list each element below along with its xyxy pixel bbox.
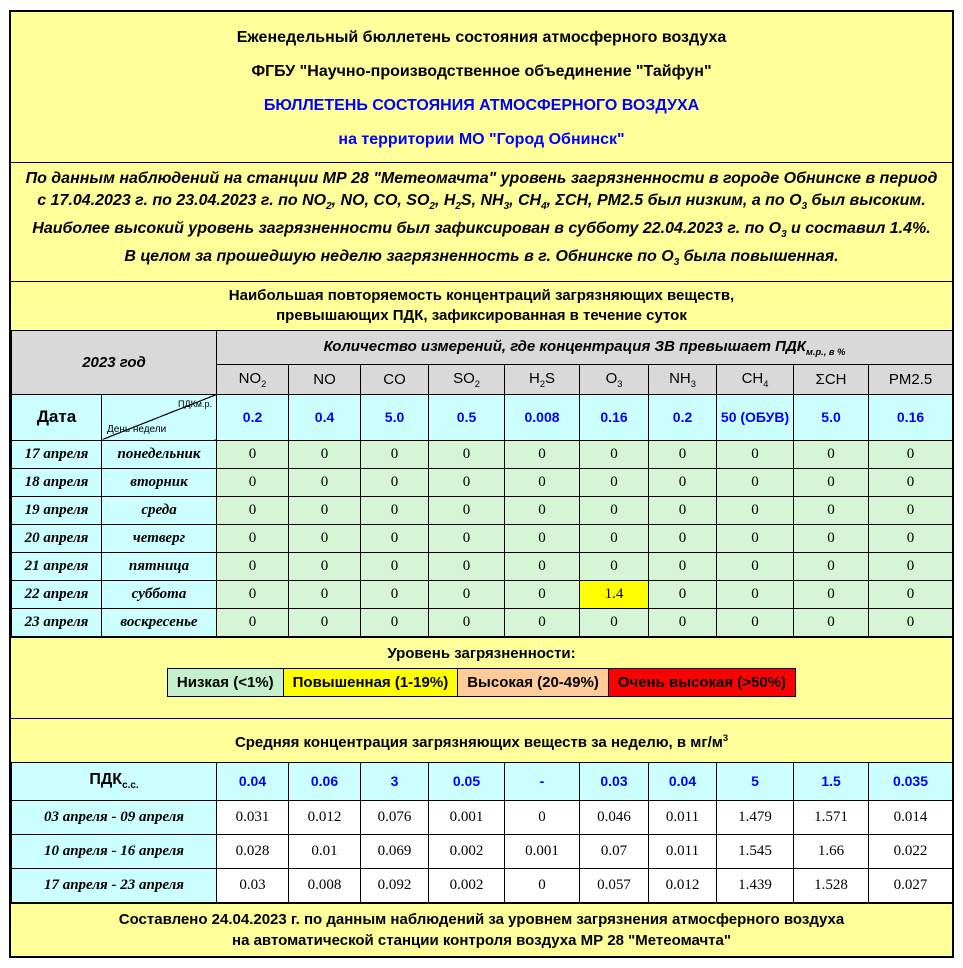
exceedance-value-cell: 0 [217, 552, 289, 580]
average-value-cell: 0.046 [580, 800, 649, 834]
average-value-cell: 0.028 [217, 834, 289, 868]
exceedance-value-cell: 0 [717, 496, 794, 524]
pollutant-header-cell: $H_2S$ [505, 364, 580, 394]
exceedance-value-cell: 0 [649, 580, 717, 608]
exceedance-value-cell: 0 [429, 580, 505, 608]
exceedance-value-cell: 0 [869, 580, 953, 608]
pollutant-header-cell: $CH_4$ [717, 364, 794, 394]
exceedance-value-cell: 0 [580, 524, 649, 552]
exceedance-value-cell: 0 [361, 608, 429, 636]
pdk-ss-label: $ПДК_{с.с.}$ [12, 762, 217, 800]
diagonal-split-cell [102, 394, 217, 440]
exceedance-value-cell: 0 [361, 524, 429, 552]
exceedance-value-cell-highlighted: 1.4 [580, 580, 649, 608]
average-value-cell: 0 [505, 868, 580, 902]
exceedance-value-cell: 0 [794, 580, 869, 608]
pollutant-header-cell: PM2.5 [869, 364, 953, 394]
average-value-cell: 1.528 [794, 868, 869, 902]
pdk-mr-value-cell: 0.008 [505, 394, 580, 440]
pdk-ss-value-cell: 0.04 [217, 762, 289, 800]
weekday-cell: пятница [102, 552, 217, 580]
pdk-mr-value-cell: 50 (ОБУВ) [717, 394, 794, 440]
exceedance-value-cell: 0 [289, 468, 361, 496]
legend-item: Высокая (20-49%) [457, 668, 609, 697]
average-section [11, 718, 952, 903]
date-cell: 23 апреля [12, 608, 102, 636]
pdk-mr-value-cell: 0.5 [429, 394, 505, 440]
pdk-mr-row [12, 394, 953, 440]
weekly-row [12, 868, 953, 902]
average-value-cell: 0.008 [289, 868, 361, 902]
legend-item: Очень высокая (>50%) [608, 668, 796, 697]
pollutant-header-cell: $NH_3$ [649, 364, 717, 394]
exceedance-value-cell: 0 [794, 552, 869, 580]
pdk-ss-value-cell: 0.035 [869, 762, 953, 800]
average-value-cell: 0.012 [289, 800, 361, 834]
average-value-cell: 0.012 [649, 868, 717, 902]
exceedance-value-cell: 0 [717, 580, 794, 608]
average-value-cell: 0.076 [361, 800, 429, 834]
exceedance-value-cell: 0 [289, 440, 361, 468]
exceedance-value-cell: 0 [361, 580, 429, 608]
pdk-mr-value-cell: 0.2 [217, 394, 289, 440]
pdk-mr-value-cell: 5.0 [794, 394, 869, 440]
average-value-cell: 1.571 [794, 800, 869, 834]
exceedance-value-cell: 0 [580, 496, 649, 524]
pdk-mr-value-cell: 0.16 [580, 394, 649, 440]
date-cell: 21 апреля [12, 552, 102, 580]
average-value-cell: 0.069 [361, 834, 429, 868]
daily-rows-body [12, 440, 953, 636]
exceedance-value-cell: 0 [429, 608, 505, 636]
date-cell: 17 апреля [12, 440, 102, 468]
exceedance-value-cell: 0 [505, 524, 580, 552]
exceedance-value-cell: 0 [717, 552, 794, 580]
exceedance-value-cell: 0 [505, 496, 580, 524]
exceedance-value-cell: 0 [505, 468, 580, 496]
daily-row [12, 552, 953, 580]
exceedance-value-cell: 0 [505, 552, 580, 580]
average-value-cell: 0.022 [869, 834, 953, 868]
average-value-cell: 0 [505, 800, 580, 834]
legend-row [11, 668, 952, 697]
pdk-ss-value-cell: 3 [361, 762, 429, 800]
exceedance-value-cell: 0 [361, 468, 429, 496]
average-value-cell: 0.07 [580, 834, 649, 868]
weekday-cell: суббота [102, 580, 217, 608]
week-range-cell: 03 апреля - 09 апреля [12, 800, 217, 834]
exceedance-value-cell: 0 [794, 440, 869, 468]
pdk-mr-value-cell: 0.4 [289, 394, 361, 440]
exceedance-value-cell: 0 [794, 524, 869, 552]
footer-line1: Составлено 24.04.2023 г. по данным наблюдений за уровнем загрязнения атмосферного воздуха [118, 910, 845, 928]
average-value-cell: 0.002 [429, 834, 505, 868]
average-section-title: Средняя концентрация загрязняющих веществ за неделю, в $мг/м^3$ [234, 732, 729, 751]
exceedance-value-cell: 0 [869, 468, 953, 496]
exceedance-value-cell: 0 [217, 608, 289, 636]
date-column-header: Дата [12, 394, 102, 440]
exceedance-value-cell: 0 [289, 524, 361, 552]
exceedance-value-cell: 0 [580, 440, 649, 468]
territory-subtitle: на территории МО "Город Обнинск" [338, 131, 625, 148]
pollutant-header-cell: $O_3$ [580, 364, 649, 394]
pdk-ss-row [12, 762, 953, 800]
exceedance-value-cell: 0 [717, 608, 794, 636]
pollutant-header-cell: NO [289, 364, 361, 394]
exceedance-value-cell: 0 [794, 496, 869, 524]
exceedance-value-cell: 0 [429, 440, 505, 468]
bulletin-subtitle: Еженедельный бюллетень состояния атмосферного воздуха [236, 29, 727, 46]
date-cell: 18 апреля [12, 468, 102, 496]
pdk-ss-value-cell: 5 [717, 762, 794, 800]
pollutant-header-cell: CO [361, 364, 429, 394]
weekday-cell: вторник [102, 468, 217, 496]
date-cell: 22 апреля [12, 580, 102, 608]
pdk-ss-value-cell: 0.05 [429, 762, 505, 800]
exceedance-section-title [11, 282, 952, 330]
exceedance-value-cell: 0 [649, 608, 717, 636]
exceedance-value-cell: 0 [794, 608, 869, 636]
summary-line: с 17.04.2023 г. по 23.04.2023 г. по $NO_2$, NO, CO, $SO_2$, $H_2S$, $NH_3$, $CH_4$, ΣCH, PM2.5 был низким, а по $O_3$ был высоким. [37, 192, 926, 213]
footer-block [11, 903, 952, 956]
exceedance-value-cell: 0 [361, 496, 429, 524]
exceedance-value-cell: 0 [649, 524, 717, 552]
exceedance-value-cell: 0 [429, 496, 505, 524]
exceedance-value-cell: 0 [649, 440, 717, 468]
legend-block [11, 637, 952, 718]
exceedance-value-cell: 0 [217, 496, 289, 524]
pdk-ss-value-cell: 0.03 [580, 762, 649, 800]
exceedance-value-cell: 0 [429, 468, 505, 496]
pollutant-header-cell: ΣCH [794, 364, 869, 394]
daily-row [12, 496, 953, 524]
date-cell: 20 апреля [12, 524, 102, 552]
exceedance-value-cell: 0 [429, 552, 505, 580]
weekday-cell: среда [102, 496, 217, 524]
exceedance-value-cell: 0 [649, 468, 717, 496]
exceedance-value-cell: 0 [505, 440, 580, 468]
footer-line2: на автоматической станции контроля воздуха МР 28 "Метеомачта" [232, 931, 731, 949]
average-value-cell: 0.014 [869, 800, 953, 834]
exceedance-value-cell: 0 [869, 496, 953, 524]
exceedance-value-cell: 0 [717, 440, 794, 468]
exceedance-table [11, 330, 953, 637]
summary-line: В целом за прошедшую неделю загрязненность в г. Обнинске по $O_3$ была повышенная. [124, 248, 839, 269]
average-value-cell: 1.479 [717, 800, 794, 834]
exceedance-value-cell: 0 [217, 524, 289, 552]
diagonal-bottom-label: День недели [107, 423, 167, 435]
average-value-cell: 0.001 [505, 834, 580, 868]
exceedance-value-cell: 0 [289, 580, 361, 608]
daily-row [12, 608, 953, 636]
pdk-ss-value-cell: 1.5 [794, 762, 869, 800]
exceedance-value-cell: 0 [580, 468, 649, 496]
weekly-row [12, 800, 953, 834]
exceedance-value-cell: 0 [649, 552, 717, 580]
pdk-ss-value-cell: 0.06 [289, 762, 361, 800]
pollutant-header-cell: $SO_2$ [429, 364, 505, 394]
exceedance-title-line2: превышающих ПДК, зафиксированная в течение суток [276, 306, 687, 324]
legend-title: Уровень загрязненности: [387, 644, 576, 662]
daily-row [12, 468, 953, 496]
weekly-rows-body [12, 800, 953, 902]
exceedance-value-cell: 0 [429, 524, 505, 552]
average-value-cell: 0.001 [429, 800, 505, 834]
exceedance-value-cell: 0 [289, 552, 361, 580]
exceedance-value-cell: 0 [869, 608, 953, 636]
weekday-cell: воскресенье [102, 608, 217, 636]
bulletin-page [9, 10, 954, 958]
exceedance-value-cell: 0 [505, 608, 580, 636]
pdk-ss-value-cell: 0.04 [649, 762, 717, 800]
summary-block [11, 162, 952, 281]
pollutant-header-cell: $NO_2$ [217, 364, 289, 394]
exceedance-value-cell: 0 [217, 468, 289, 496]
exceedance-value-cell: 0 [717, 468, 794, 496]
pdk-ss-value-cell: - [505, 762, 580, 800]
weekday-cell: понедельник [102, 440, 217, 468]
organization-name: ФГБУ "Научно-производственное объединение "Тайфун" [251, 63, 712, 80]
weekly-row [12, 834, 953, 868]
average-value-cell: 0.031 [217, 800, 289, 834]
average-value-cell: 0.03 [217, 868, 289, 902]
exceedance-value-cell: 0 [869, 552, 953, 580]
title-block [11, 12, 952, 162]
exceedance-value-cell: 0 [505, 580, 580, 608]
weekday-cell: четверг [102, 524, 217, 552]
exceedance-value-cell: 0 [580, 608, 649, 636]
average-value-cell: 0.057 [580, 868, 649, 902]
year-cell: 2023 год [12, 330, 217, 394]
average-value-cell: 0.011 [649, 834, 717, 868]
exceedance-value-cell: 0 [217, 580, 289, 608]
average-value-cell: 0.011 [649, 800, 717, 834]
pdk-mr-value-cell: 0.2 [649, 394, 717, 440]
exceedance-value-cell: 0 [361, 440, 429, 468]
average-value-cell: 1.66 [794, 834, 869, 868]
summary-line: Наиболее высокий уровень загрязненности был зафиксирован в субботу 22.04.2023 г. по $O_3$ и составил 1.4%. [32, 220, 931, 241]
exceedance-value-cell: 0 [289, 496, 361, 524]
exceedance-title-line1: Наибольшая повторяемость концентраций загрязняющих веществ, [228, 286, 735, 304]
legend-item: Низкая (<1%) [167, 668, 284, 697]
exceedance-value-cell: 0 [717, 524, 794, 552]
exceedance-section [11, 281, 952, 637]
exceedance-value-cell: 0 [869, 524, 953, 552]
exceedance-value-cell: 0 [649, 496, 717, 524]
diagonal-top-label: ПДКм.р. [178, 398, 213, 409]
pdk-mr-value-cell: 5.0 [361, 394, 429, 440]
bulletin-title: БЮЛЛЕТЕНЬ СОСТОЯНИЯ АТМОСФЕРНОГО ВОЗДУХА [263, 97, 700, 114]
summary-line: По данным наблюдений на станции МР 28 "Метеомачта" уровень загрязненности в городе Обнинске в период [25, 170, 938, 187]
exceedance-value-cell: 0 [361, 552, 429, 580]
average-value-cell: 0.092 [361, 868, 429, 902]
average-value-cell: 0.002 [429, 868, 505, 902]
daily-row [12, 580, 953, 608]
average-table [11, 762, 953, 903]
week-range-cell: 10 апреля - 16 апреля [12, 834, 217, 868]
average-value-cell: 0.027 [869, 868, 953, 902]
exceedance-value-cell: 0 [217, 440, 289, 468]
daily-row [12, 440, 953, 468]
exceedance-value-cell: 0 [869, 440, 953, 468]
measurements-header: Количество измерений, где концентрация ЗВ превышает $ПДК_{м.р., в \%}$ [217, 330, 953, 364]
exceedance-value-cell: 0 [289, 608, 361, 636]
pdk-mr-value-cell: 0.16 [869, 394, 953, 440]
daily-row [12, 524, 953, 552]
exceedance-value-cell: 0 [580, 552, 649, 580]
date-cell: 19 апреля [12, 496, 102, 524]
average-value-cell: 1.439 [717, 868, 794, 902]
average-value-cell: 1.545 [717, 834, 794, 868]
week-range-cell: 17 апреля - 23 апреля [12, 868, 217, 902]
legend-item: Повышенная (1-19%) [283, 668, 459, 697]
exceedance-value-cell: 0 [794, 468, 869, 496]
average-value-cell: 0.01 [289, 834, 361, 868]
